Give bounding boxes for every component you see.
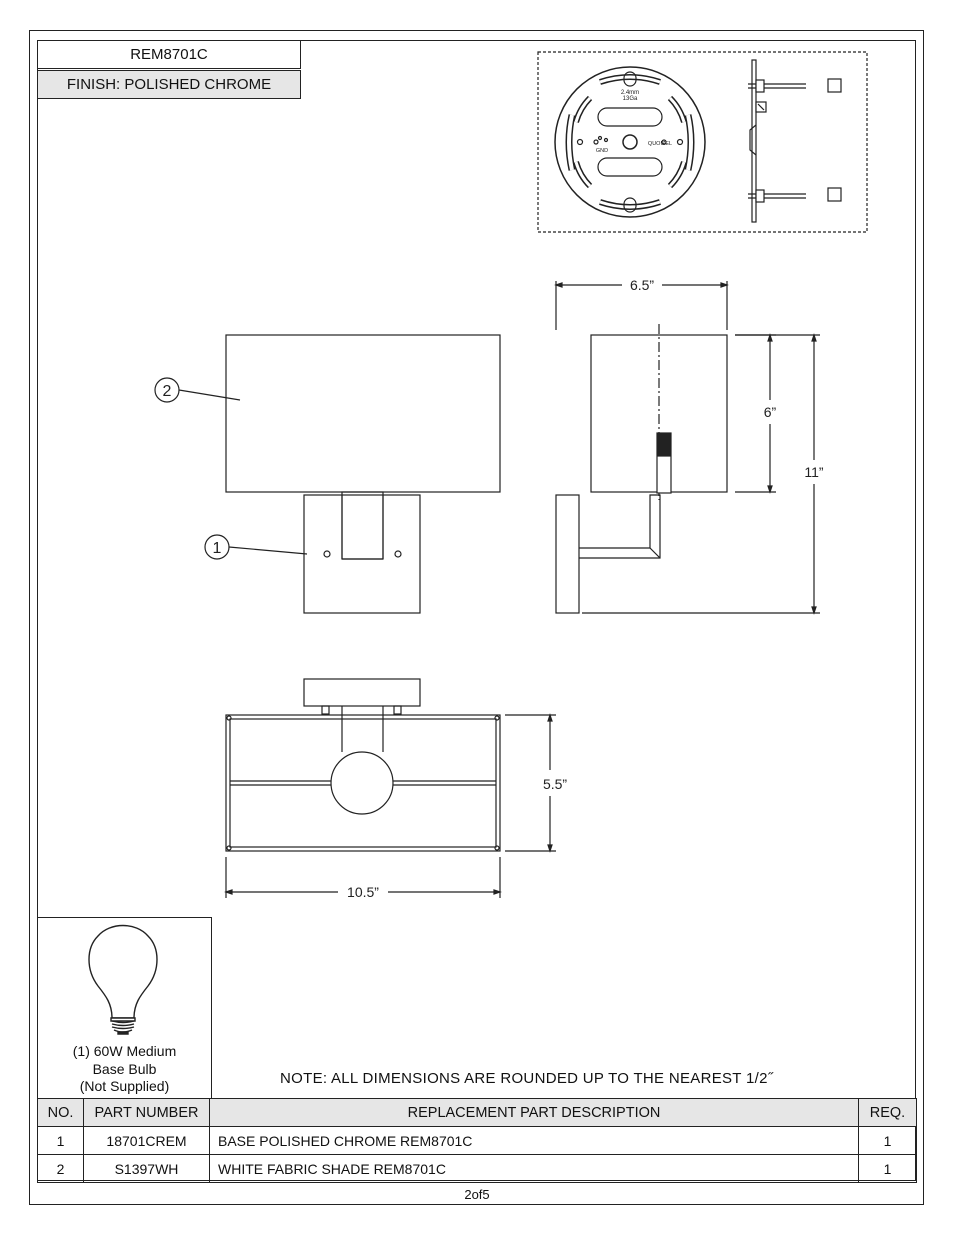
row-description: WHITE FABRIC SHADE REM8701C [210, 1155, 859, 1183]
dim-total-height: 11” [804, 464, 824, 480]
bulb-info-box [37, 917, 212, 1099]
finish-label: FINISH: POLISHED CHROME [37, 70, 301, 99]
table-row [38, 1127, 917, 1155]
plate-gauge-label: 13Ga [622, 96, 638, 102]
dim-top-depth: 5.5” [542, 776, 568, 792]
parts-table-header [38, 1099, 917, 1127]
row-no: 2 [38, 1155, 84, 1183]
top-view [226, 679, 567, 900]
dim-depth: 6.5” [629, 277, 655, 293]
row-no: 1 [38, 1127, 84, 1155]
table-row [38, 1155, 917, 1183]
row-req: 1 [859, 1155, 917, 1183]
row-part-number: S1397WH [84, 1155, 210, 1183]
bulb-top [331, 752, 393, 814]
arm-front [342, 492, 383, 559]
header-no: NO. [38, 1099, 84, 1127]
header-req: REQ. [859, 1099, 917, 1127]
model-number: REM8701C [37, 40, 301, 69]
dim-width: 10.5” [347, 884, 379, 900]
callout-shade-number: 2 [162, 383, 172, 400]
row-req: 1 [859, 1127, 917, 1155]
header-part-number: PART NUMBER [84, 1099, 210, 1127]
row-part-number: 18701CREM [84, 1127, 210, 1155]
callout-base-number: 1 [212, 540, 222, 557]
gnd-label: GND [595, 148, 609, 154]
parts-table [37, 1098, 917, 1183]
backplate-top [304, 679, 420, 706]
bulb-spec-line3: (Not Supplied) [79, 1078, 170, 1094]
shade-front [226, 335, 500, 492]
side-view [556, 277, 824, 613]
arm-side [579, 495, 660, 558]
backplate-front [304, 495, 420, 613]
mounting-plate-detail [538, 52, 867, 232]
row-description: BASE POLISHED CHROME REM8701C [210, 1127, 859, 1155]
plate-thickness-label: 2.4mm [620, 90, 640, 96]
backplate-side [556, 495, 579, 613]
bulb-spec-line2: Base Bulb [92, 1061, 157, 1077]
front-view [155, 335, 500, 613]
header-description: REPLACEMENT PART DESCRIPTION [210, 1099, 859, 1127]
page-number: 2of5 [464, 1187, 490, 1202]
dim-shade-height: 6” [763, 404, 777, 420]
bulb-spec-line1: (1) 60W Medium [72, 1043, 177, 1059]
brand-label: QUOIZEL [647, 141, 673, 147]
dimension-note: NOTE: ALL DIMENSIONS ARE ROUNDED UP TO THE NEAREST 1/2˝ [280, 1070, 774, 1087]
